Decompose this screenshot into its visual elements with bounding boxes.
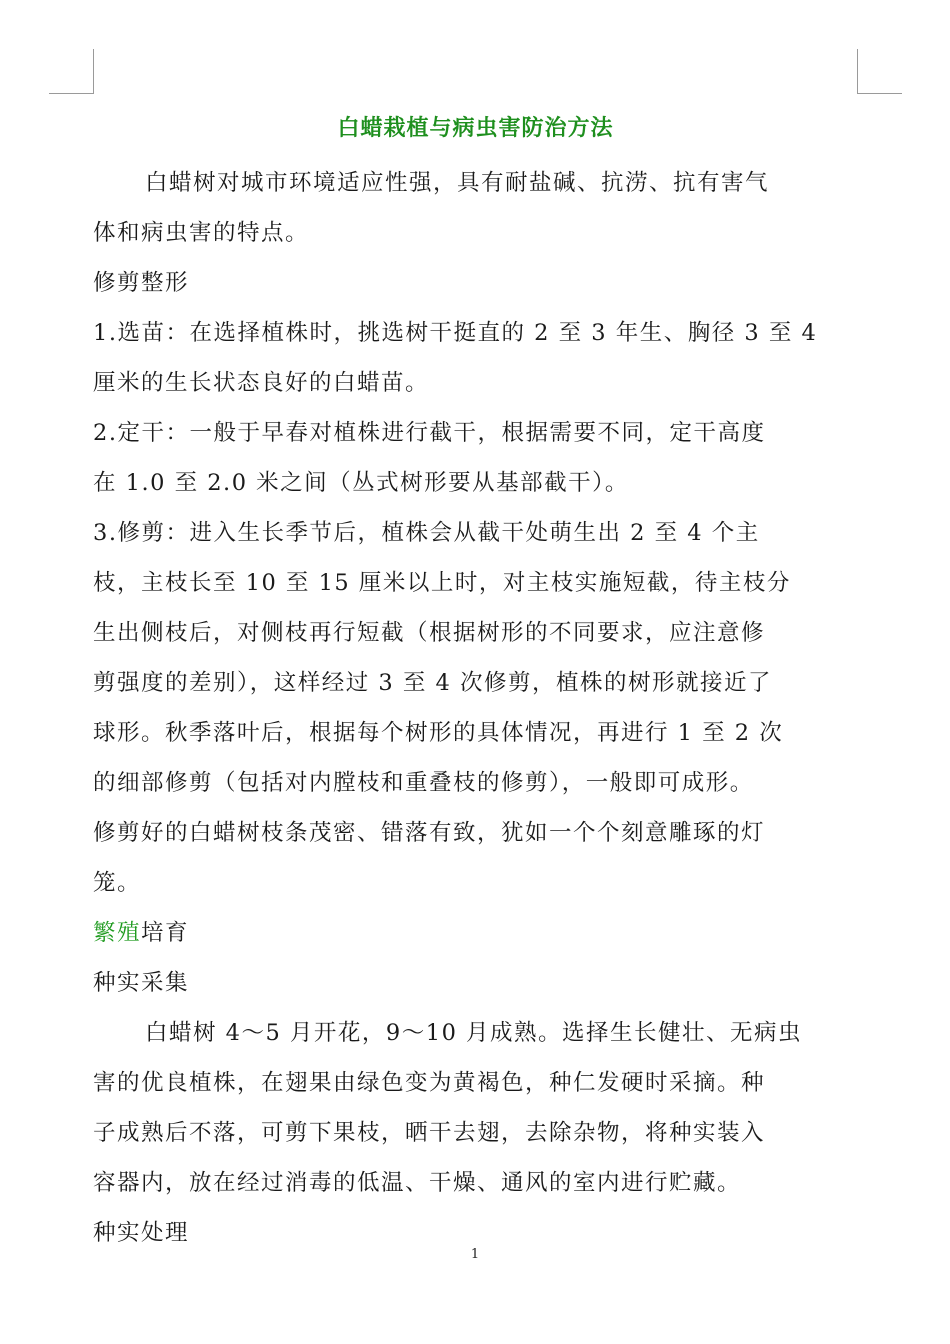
section-heading-propagation [93, 908, 858, 958]
document-body [93, 108, 858, 1258]
paragraph-line: 体和病虫害的特点。 [93, 220, 310, 246]
crop-mark-top-right [857, 49, 902, 94]
paragraph-line: 笼。 [93, 870, 142, 896]
paragraph-line: 子成熟后不落，可剪下果枝，晒干去翅，去除杂物，将种实装入 [93, 1120, 766, 1146]
paragraph-line: 的细部修剪（包括对内膛枝和重叠枝的修剪），一般即可成形。 [93, 770, 754, 796]
paragraph-line: 1.选苗：在选择植株时，挑选树干挺直的 2 至 3 年生、胸径 3 至 4 [93, 320, 818, 346]
document-title: 白蜡栽植与病虫害防治方法 [337, 115, 614, 141]
paragraph-line: 害的优良植株，在翅果由绿色变为黄褐色，种仁发硬时采摘。种 [93, 1070, 766, 1096]
heading-rest-text: 培育 [141, 920, 190, 946]
crop-mark-top-left [49, 49, 94, 94]
paragraph-line: 3.修剪：进入生长季节后，植株会从截干处萌生出 2 至 4 个主 [93, 520, 760, 546]
paragraph-line: 白蜡树对城市环境适应性强，具有耐盐碱、抗涝、抗有害气 [145, 170, 770, 196]
section-heading-seed-treatment: 种实处理 [93, 1220, 190, 1246]
paragraph-line: 容器内，放在经过消毒的低温、干燥、通风的室内进行贮藏。 [93, 1170, 742, 1196]
paragraph-line: 在 1.0 至 2.0 米之间（丛式树形要从基部截干）。 [93, 470, 629, 496]
section-heading-pruning: 修剪整形 [93, 270, 190, 296]
heading-green-text: 繁殖 [93, 920, 142, 946]
section-heading-seed-collection: 种实采集 [93, 970, 190, 996]
paragraph-line: 厘米的生长状态良好的白蜡苗。 [93, 370, 430, 396]
paragraph-line: 剪强度的差别），这样经过 3 至 4 次修剪，植株的树形就接近了 [93, 670, 772, 696]
paragraph-line: 生出侧枝后，对侧枝再行短截（根据树形的不同要求，应注意修 [93, 620, 766, 646]
paragraph-line: 2.定干：一般于早春对植株进行截干，根据需要不同，定干高度 [93, 420, 766, 446]
paragraph-line: 修剪好的白蜡树枝条茂密、错落有致，犹如一个个刻意雕琢的灯 [93, 820, 766, 846]
paragraph-line: 白蜡树 4～5 月开花，9～10 月成熟。选择生长健壮、无病虫 [145, 1020, 803, 1046]
page-number: 1 [470, 1247, 480, 1262]
paragraph-line: 球形。秋季落叶后，根据每个树形的具体情况，再进行 1 至 2 次 [93, 720, 784, 746]
paragraph-line: 枝，主枝长至 10 至 15 厘米以上时，对主枝实施短截，待主枝分 [93, 570, 791, 596]
